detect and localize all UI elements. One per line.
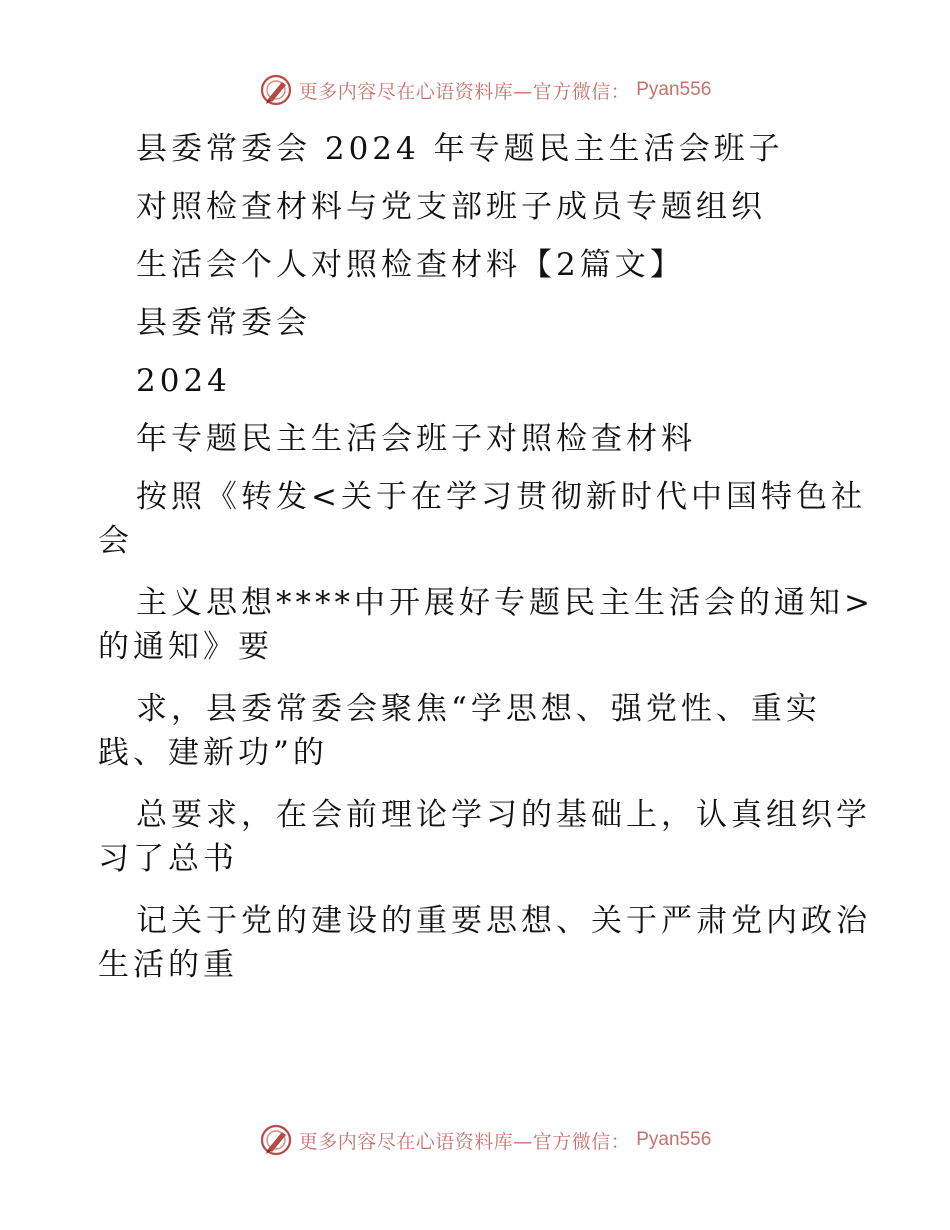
subtitle-line-1: 县委常委会 <box>136 305 311 341</box>
footer-banner-content <box>259 1123 712 1157</box>
paragraph-line-4: 的通知》要 <box>98 629 273 665</box>
header-banner-content <box>259 73 712 107</box>
footer-banner <box>0 1120 950 1160</box>
subtitle-line-2: 2024 <box>136 363 231 399</box>
header-contact: Pyan556 <box>636 79 712 100</box>
footer-contact: Pyan556 <box>636 1129 712 1150</box>
paragraph-line-6: 践、建新功”的 <box>98 735 328 771</box>
paragraph-line-1: 按照《转发<关于在学习贯彻新时代中国特色社 <box>136 479 866 515</box>
paragraph-line-3: 主义思想****中开展好专题民主生活会的通知> <box>136 585 874 621</box>
paragraph-line-2: 会 <box>98 523 133 559</box>
document-body <box>98 120 874 998</box>
title-line-3: 生活会个人对照检查材料【2篇文】 <box>136 247 685 283</box>
pen-logo-icon <box>259 1123 293 1157</box>
paragraph-line-5: 求，县委常委会聚焦“学思想、强党性、重实 <box>136 691 821 727</box>
paragraph-line-7: 总要求，在会前理论学习的基础上，认真组织学 <box>136 797 871 833</box>
subtitle-line-3: 年专题民主生活会班子对照检查材料 <box>136 421 696 457</box>
title-line-1: 县委常委会 2024 年专题民主生活会班子 <box>136 131 784 167</box>
footer-site-text: 更多内容尽在心语资料库—官方微信： <box>298 1130 631 1153</box>
title-line-2: 对照检查材料与党支部班子成员专题组织 <box>136 189 766 225</box>
paragraph-line-9: 记关于党的建设的重要思想、关于严肃党内政治 <box>136 903 871 939</box>
header-banner <box>0 70 950 110</box>
paragraph-line-10: 生活的重 <box>98 947 238 983</box>
paragraph-line-8: 习了总书 <box>98 841 238 877</box>
header-site-text: 更多内容尽在心语资料库—官方微信： <box>298 80 631 103</box>
pen-logo-icon <box>259 73 293 107</box>
